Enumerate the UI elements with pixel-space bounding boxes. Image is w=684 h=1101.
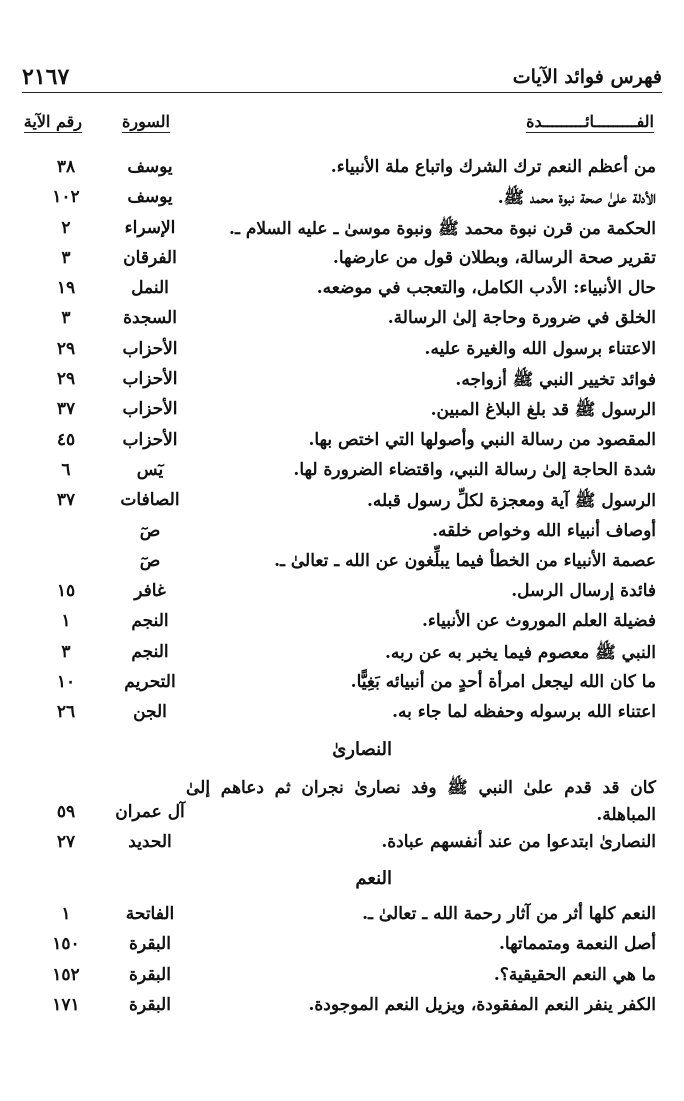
ayah-number: ٣ [61, 641, 71, 662]
benefit-text: اعتناء الله برسوله وحفظه لما جاء به. [392, 702, 656, 723]
index-table [22, 155, 662, 1023]
benefit-text: فضيلة العلم الموروث عن الأنبياء. [422, 611, 656, 632]
index-row [22, 306, 662, 336]
benefit-text: من أعظم النعم ترك الشرك واتباع ملة الأنبياء. [330, 157, 656, 177]
index-row [22, 830, 662, 860]
index-row [22, 488, 662, 518]
index-group-niam [22, 902, 662, 1023]
benefit-text: النعم كلها أثر من آثار رحمة الله ـ تعالىٰ ـ. [362, 903, 656, 924]
index-row [22, 902, 662, 932]
index-group-nasara [22, 773, 662, 860]
index-row [22, 367, 662, 397]
index-row [22, 700, 662, 730]
benefit-text: تقرير صحة الرسالة، وبطلان قول من عارضها. [332, 247, 656, 268]
ayah-number: ٣ [61, 308, 71, 329]
sura-name: صٓ [139, 520, 161, 541]
sura-name: الجن [133, 702, 167, 723]
benefit-text: الاعتناء برسول الله والغيرة عليه. [424, 338, 656, 359]
sura-name: الأحزاب [122, 399, 178, 420]
index-group-prophets [22, 155, 662, 731]
sura-name: الأحزاب [122, 429, 178, 450]
index-row [22, 993, 662, 1023]
index-row [22, 458, 662, 488]
ayah-number: ١ [61, 903, 71, 924]
ayah-number: ٥٩ [56, 801, 76, 822]
benefit-text: أوصاف أنبياء الله وخواص خلقه. [432, 520, 656, 541]
index-row [22, 519, 662, 549]
ayah-number: ٣ [61, 247, 71, 268]
section-heading-niam: النعم [355, 867, 392, 889]
index-row [22, 428, 662, 458]
benefit-text: فائدة إرسال الرسل. [511, 581, 656, 602]
sura-name: التحريم [124, 672, 176, 693]
index-row [22, 246, 662, 276]
index-row [22, 932, 662, 962]
index-row [22, 670, 662, 700]
ayah-number: ١٥٢ [52, 964, 80, 985]
benefit-text: الكفر ينفر النعم المفقودة، ويزيل النعم الموجودة. [308, 994, 656, 1015]
sura-name: النمل [131, 278, 169, 299]
sura-name: صٓ [139, 550, 161, 571]
sura-name: الحديد [128, 831, 172, 852]
ayah-number: ٣٧ [56, 399, 76, 420]
sura-name: الإسراء [124, 217, 176, 238]
benefit-text: أصل النعمة ومتمماتها. [499, 934, 656, 955]
benefit-text: عصمة الأنبياء من الخطأ فيما يبلِّغون عن الله ـ تعالىٰ ـ. [274, 550, 656, 571]
ayah-number: ٢٩ [56, 369, 76, 390]
sura-name: يٓس [136, 459, 164, 480]
sura-name: يوسف [127, 187, 173, 208]
ayah-number: ١٥ [56, 581, 76, 602]
ayah-number: ١٥٠ [52, 934, 80, 955]
index-row [22, 337, 662, 367]
column-header-benefit: الفـــــــــائـــــــــدة [526, 112, 654, 131]
sura-name: البقرة [129, 994, 171, 1015]
ayah-number: ١٠ [56, 672, 76, 693]
page-number: ٢١٦٧ [22, 64, 70, 90]
index-row [22, 579, 662, 609]
ayah-number: ١٧١ [52, 994, 80, 1015]
column-header-sura: السورة [122, 112, 170, 131]
ayah-number: ٢٦ [56, 702, 76, 723]
benefit-text: شدة الحاجة إلىٰ رسالة النبي، واقتضاء الضرورة لها. [293, 459, 656, 480]
sura-name: الصافات [120, 490, 180, 511]
sura-name: البقرة [129, 964, 171, 985]
ayah-number: ١ [61, 611, 71, 632]
sura-name: الأحزاب [122, 338, 178, 359]
index-row [22, 155, 662, 185]
page-header [22, 62, 662, 93]
ayah-number: ٦ [61, 459, 71, 480]
index-row [22, 640, 662, 670]
section-heading-nasara: النصارىٰ [332, 738, 392, 760]
sura-name: السجدة [123, 308, 177, 329]
index-row [22, 185, 662, 215]
column-headers [22, 112, 662, 134]
benefit-text: فوائد تخيير النبي ﷺ أزواجه. [455, 370, 656, 391]
sura-name: البقرة [129, 934, 171, 955]
ayah-number: ١٠٢ [52, 187, 80, 208]
ayah-number: ١٩ [56, 278, 76, 299]
ayah-number: ٢٧ [56, 831, 76, 852]
running-title: فهرس فوائد الآيات [512, 66, 662, 88]
index-row [22, 609, 662, 639]
sura-name: الأحزاب [122, 369, 178, 390]
sura-name: غافر [134, 581, 166, 602]
sura-name: النجم [131, 641, 169, 662]
sura-name: الفرقان [123, 247, 177, 268]
benefit-text: حال الأنبياء: الأدب الكامل، والتعجب في موضعه. [316, 278, 656, 299]
ayah-number: ٢ [61, 217, 71, 238]
benefit-text: كان قد قدم علىٰ النبي ﷺ وفد نصارىٰ نجران ثم دعاهم إلىٰ المباهلة. [186, 777, 656, 825]
index-row [22, 216, 662, 246]
benefit-text: المقصود من رسالة النبي وأصولها التي اختص بها. [308, 429, 656, 450]
benefit-text: ما كان الله ليجعل امرأة أحدٍ من أنبيائه بَغِيًّا. [350, 672, 656, 693]
benefit-text: الحكمة من قرن نبوة محمد ﷺ ونبوة موسىٰ ـ عليه السلام ـ. [229, 218, 656, 239]
column-header-ayah: رقم الآية [23, 112, 82, 131]
ayah-number: ٣٧ [56, 490, 76, 511]
ayah-number: ٢٩ [56, 338, 76, 359]
benefit-text: الرسول ﷺ قد بلغ البلاغ المبين. [430, 400, 656, 421]
ayah-number: ٤٥ [56, 429, 76, 450]
benefit-text: الرسول ﷺ آية ومعجزة لكلِّ رسول قبله. [367, 491, 656, 512]
index-row [22, 397, 662, 427]
index-row [22, 549, 662, 579]
benefit-text: الخلق في ضرورة وحاجة إلىٰ الرسالة. [387, 308, 656, 329]
benefit-text: النصارىٰ ابتدعوا من عند أنفسهم عبادة. [381, 831, 656, 852]
sura-name: الفاتحة [125, 903, 175, 924]
index-row [22, 773, 662, 830]
benefit-text: ما هي النعم الحقيقية؟. [493, 964, 656, 985]
sura-name: النجم [131, 611, 169, 632]
ayah-number: ٣٨ [56, 157, 76, 177]
benefit-text: النبي ﷺ معصوم فيما يخبر به عن ربه. [384, 642, 656, 663]
sura-name: آل عمران [115, 801, 185, 822]
benefit-text: الأدلة علىٰ صحة نبوة محمد ﷺ. [497, 188, 656, 209]
sura-name: يوسف [127, 157, 173, 177]
index-row [22, 963, 662, 993]
index-row [22, 276, 662, 306]
